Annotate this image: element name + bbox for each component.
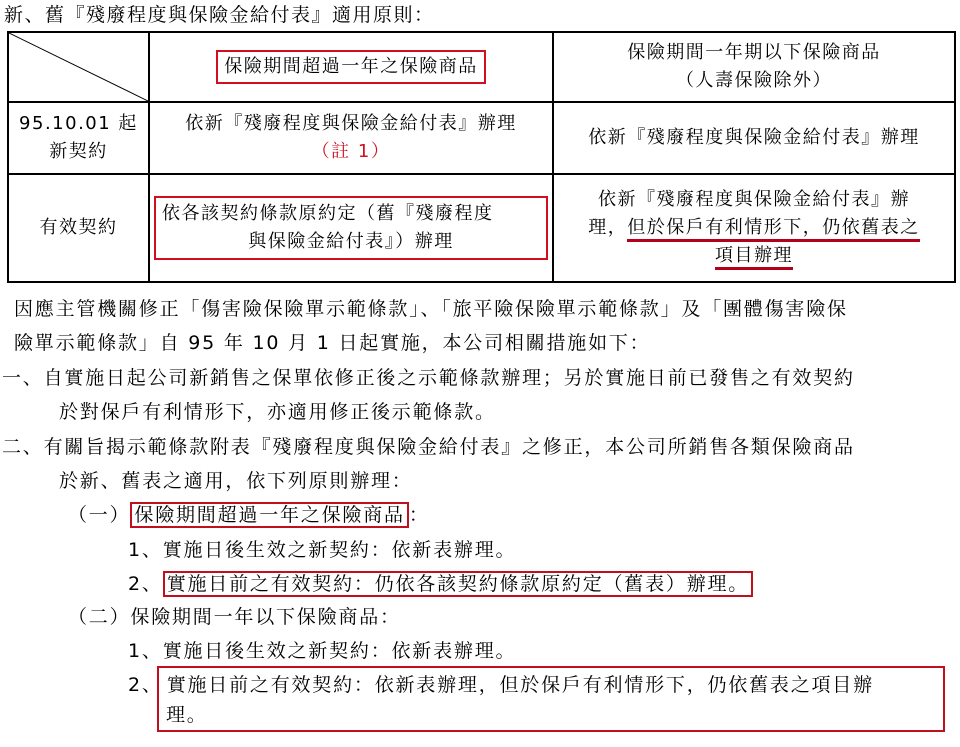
sub-one-item-b-highlight: 實施日前之有效契約：仍依各該契約條款原約定（舊表）辦理。 (163, 571, 753, 597)
sub-two-item-b-line1 (128, 668, 874, 702)
sub-one-item-a: 1、實施日後生效之新契約：依新表辦理。 (128, 539, 517, 561)
diagonal-line (9, 33, 148, 101)
sub-one-item-b (128, 567, 753, 601)
cell-new-short-term (553, 102, 955, 174)
table-header-row (8, 32, 955, 102)
sub-one-prefix: （一） (68, 504, 131, 526)
paragraph-intro-line2: 險單示範條款」自 95 年 10 月 1 日起實施，本公司相關措施如下： (14, 332, 651, 354)
underlined-text: 但於保戶有利情形下，仍依舊表之 (627, 217, 920, 242)
table-row (8, 174, 955, 282)
sub-two-item-b-text: 實施日前之有效契約：依新表辦理，但於保戶有利情形下，仍依舊表之項目辦 (166, 674, 874, 696)
cell-text: 依各該契約條款原約定（舊『殘廢程度 (162, 203, 494, 224)
cell-existing-short-term (553, 174, 955, 282)
item-two-line2: 於新、舊表之適用，依下列原則辦理： (59, 470, 413, 492)
cell-text: 依新『殘廢程度與保險金給付表』辦 (598, 189, 910, 210)
cell-text: 依新『殘廢程度與保險金給付表』辦理 (185, 113, 517, 134)
cell-text: 與保險金給付表』）辦理 (248, 231, 454, 252)
cell-text-part: 理， (588, 217, 628, 238)
item-one-line2: 於對保戶有利情形下，亦適用修正後示範條款。 (59, 401, 496, 423)
header-short-term-line2: （人壽保險除外） (676, 70, 832, 91)
row-label-text: 新契約 (49, 141, 108, 162)
row-label-date: 95.10.01 起 (19, 113, 138, 134)
cell-text: 依新『殘廢程度與保險金給付表』辦理 (588, 127, 920, 148)
underlined-text: 項目辦理 (715, 245, 793, 270)
header-long-term-highlight: 保險期間超過一年之保險商品 (216, 50, 486, 84)
row-label-new-contract (8, 102, 149, 174)
cell-new-long-term (149, 102, 553, 174)
header-short-term-line1: 保險期間一年期以下保險商品 (627, 42, 881, 63)
cell-text (558, 214, 950, 242)
table-heading: 新、舊『殘廢程度與保險金給付表』適用原則： (4, 4, 435, 26)
header-short-term (553, 32, 955, 102)
row-label-existing-contract: 有效契約 (8, 174, 149, 282)
note-reference: （註 1） (311, 141, 391, 162)
sub-two-item-a: 1、實施日後生效之新契約：依新表辦理。 (128, 640, 517, 662)
sub-two: （二）保險期間一年以下保險商品： (68, 606, 401, 628)
sub-two-item-b-prefix: 2、 (128, 674, 163, 696)
sub-one (68, 498, 430, 532)
paragraph-intro-line1: 因應主管機關修正「傷害險保險單示範條款」、「旅平險保險單示範條款」及「團體傷害險保 (14, 298, 848, 320)
table-row (8, 102, 955, 174)
sub-one-item-b-prefix: 2、 (128, 573, 163, 595)
item-one-line1: 一、自實施日起公司新銷售之保單依修正後之示範條款辦理；另於實施日前已發售之有效契約 (2, 367, 855, 389)
rules-table (7, 31, 956, 283)
sub-two-item-b-line2: 理。 (166, 704, 208, 726)
existing-long-term-highlight (154, 196, 548, 260)
diagonal-corner-cell (8, 32, 149, 102)
item-two-line1: 二、有關旨揭示範條款附表『殘廢程度與保險金給付表』之修正，本公司所銷售各類保險商品 (2, 436, 855, 458)
sub-one-highlight: 保險期間超過一年之保險商品 (130, 502, 408, 528)
header-long-term (149, 32, 553, 102)
cell-existing-long-term (149, 174, 553, 282)
sub-one-suffix: ： (408, 504, 430, 526)
